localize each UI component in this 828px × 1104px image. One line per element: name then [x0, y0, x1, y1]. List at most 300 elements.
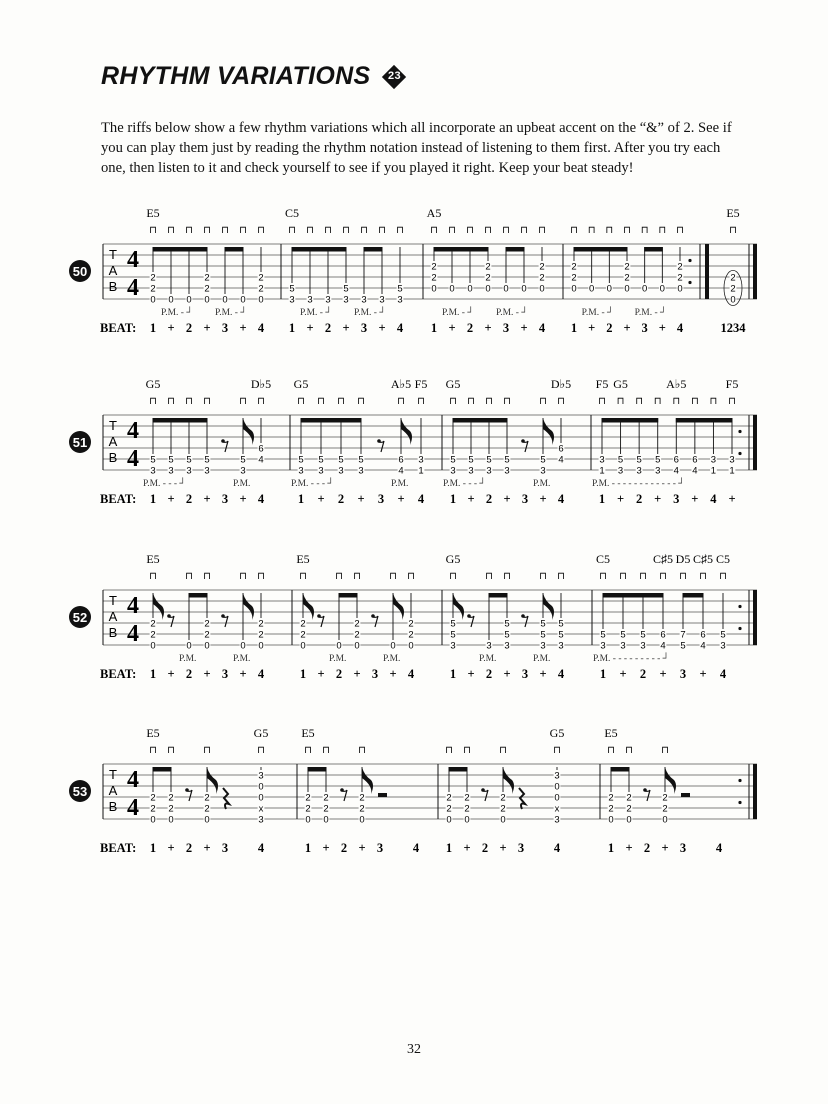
downstroke-icon: ⊓: [625, 745, 633, 756]
fret-number: 1: [599, 465, 605, 477]
downstroke-icon: ⊓: [185, 396, 193, 407]
beat-count: 2: [481, 841, 489, 855]
downstroke-icon: ⊓: [149, 571, 157, 582]
beat-count: +: [358, 841, 366, 855]
final-barline: [753, 244, 757, 299]
downstroke-icon: ⊓: [185, 225, 193, 236]
downstroke-icon: ⊓: [619, 571, 627, 582]
fret-number: 5: [204, 454, 210, 466]
fret-number: 6: [692, 454, 698, 466]
fret-number: 2: [571, 261, 577, 273]
chord-name: F5: [595, 377, 609, 391]
fret-number: 3: [486, 640, 492, 652]
beat-count: 3: [221, 841, 229, 855]
fret-number: 2: [359, 792, 365, 804]
beat-count: 1: [570, 321, 578, 335]
chord-name: C5: [284, 206, 300, 220]
chord-name: G5: [613, 377, 628, 391]
repeat-dot: [738, 801, 741, 804]
fret-number: 0: [305, 814, 311, 826]
palm-mute-marking: P.M.: [533, 479, 551, 489]
beam: [153, 767, 172, 772]
beat-count: 2: [606, 321, 613, 335]
time-signature-digit: 4: [127, 275, 139, 301]
beat-count: 4: [553, 841, 561, 855]
beat-count: 1: [449, 492, 457, 506]
downstroke-icon: ⊓: [353, 571, 361, 582]
fret-number: 5: [620, 629, 626, 641]
fret-number: 5: [168, 454, 174, 466]
fret-number: 5: [504, 629, 510, 641]
downstroke-icon: ⊓: [658, 225, 667, 236]
double-barline: [705, 244, 709, 299]
tab-clef-letter: B: [108, 625, 118, 640]
downstroke-icon: ⊓: [639, 571, 647, 582]
chord-name: G5: [293, 377, 309, 391]
beat-count: 1: [288, 321, 296, 335]
chord-name: G5: [253, 726, 269, 740]
beam: [364, 247, 383, 252]
fret-number: 2: [408, 629, 414, 641]
fret-number: 2: [539, 261, 545, 273]
chord-name: C♯5: [692, 552, 714, 566]
fret-number: 2: [730, 283, 736, 295]
beat-count: +: [239, 492, 247, 506]
fret-number: 0: [359, 814, 365, 826]
tab-clef-letter: T: [109, 593, 117, 608]
fret-number: 0: [204, 814, 210, 826]
downstroke-icon: ⊓: [324, 225, 332, 236]
tab-clef-letter: T: [109, 247, 117, 262]
beam: [153, 418, 208, 423]
downstroke-icon: ⊓: [407, 571, 415, 582]
fret-number: 2: [500, 792, 506, 804]
beat-count: +: [728, 492, 736, 506]
downstroke-icon: ⊓: [322, 745, 330, 756]
beat-count: 2: [335, 667, 343, 681]
repeat-dot: [688, 281, 691, 284]
beat-count: +: [661, 841, 669, 855]
repeat-dot: [738, 779, 741, 782]
downstroke-icon: ⊓: [342, 225, 350, 236]
fret-number: 5: [186, 454, 192, 466]
palm-mute-marking: P.M. - ┘: [442, 308, 475, 318]
fret-number: 0: [186, 294, 192, 306]
fret-number: 2: [408, 618, 414, 630]
fret-number: 2: [431, 261, 437, 273]
chord-name: F5: [725, 377, 739, 391]
beat-count: 4: [257, 667, 265, 681]
beat-count: 1: [607, 841, 615, 855]
beat-count: 4: [396, 321, 404, 335]
beat-count: 1: [149, 841, 157, 855]
beat-count: +: [617, 492, 625, 506]
fret-number: 0: [150, 814, 156, 826]
fret-number: 0: [608, 814, 614, 826]
downstroke-icon: ⊓: [466, 225, 474, 236]
repeat-dot: [738, 452, 741, 455]
beat-count: 2: [485, 667, 493, 681]
beat-count: +: [167, 667, 175, 681]
downstroke-icon: ⊓: [449, 571, 457, 582]
fret-number: 2: [624, 272, 630, 284]
beat-count: 3: [376, 841, 384, 855]
fret-number: 3: [620, 640, 626, 652]
fret-number: 5: [540, 629, 546, 641]
fret-number: 2: [485, 261, 491, 273]
tab-clef-letter: T: [109, 767, 117, 782]
beat-count: 2: [185, 841, 193, 855]
example-number: 53: [72, 784, 88, 799]
flag: [401, 418, 412, 445]
fret-number: 3: [600, 640, 606, 652]
fret-number: 2: [662, 792, 668, 804]
downstroke-icon: ⊓: [607, 745, 615, 756]
beam: [449, 767, 468, 772]
downstroke-icon: ⊓: [335, 571, 343, 582]
downstroke-icon: ⊓: [185, 571, 193, 582]
beat-count: +: [503, 492, 511, 506]
beat-count: 1: [297, 492, 305, 506]
tab-clef-letter: A: [108, 263, 118, 278]
fret-number: 2: [359, 803, 365, 815]
chord-name: G5: [445, 552, 461, 566]
fret-number: 2: [539, 272, 545, 284]
downstroke-icon: ⊓: [221, 225, 229, 236]
fret-number: 2: [464, 792, 470, 804]
time-signature-digit: 4: [127, 418, 139, 444]
beat-count: +: [203, 841, 211, 855]
beat-count: +: [539, 492, 547, 506]
fret-number: 2: [150, 629, 156, 641]
beat-count: +: [448, 321, 456, 335]
beat-count: +: [484, 321, 492, 335]
time-signature-digit: 4: [127, 446, 139, 472]
beat-count: +: [397, 492, 405, 506]
palm-mute-marking: P.M. - ┘: [581, 308, 614, 318]
palm-mute-marking: P.M. - - - - - - - - - - - - ┘: [592, 479, 685, 489]
fret-number: 3: [379, 294, 385, 306]
downstroke-icon: ⊓: [167, 225, 175, 236]
downstroke-icon: ⊓: [149, 745, 157, 756]
fret-number: 0: [554, 781, 560, 793]
fret-number: x: [554, 803, 560, 815]
fret-number: 6: [700, 629, 706, 641]
downstroke-icon: ⊓: [203, 225, 211, 236]
fret-number: 3: [558, 640, 564, 652]
downstroke-icon: ⊓: [257, 745, 265, 756]
chord-name: F5: [414, 377, 428, 391]
downstroke-icon: ⊓: [389, 571, 397, 582]
fret-number: 3: [289, 294, 295, 306]
beat-count: 2: [324, 321, 332, 335]
beat-count: +: [378, 321, 386, 335]
chord-name: E5: [146, 206, 160, 220]
downstroke-icon: ⊓: [417, 396, 425, 407]
beat-count: +: [588, 321, 596, 335]
fret-number: 3: [150, 465, 156, 477]
fret-number: 1: [729, 465, 735, 477]
palm-mute-marking: P.M.: [233, 654, 251, 664]
fret-number: 2: [305, 803, 311, 815]
fret-number: 3: [655, 465, 661, 477]
fret-number: 3: [554, 814, 560, 826]
fret-number: 3: [186, 465, 192, 477]
beat-count: +: [654, 492, 662, 506]
beam: [308, 767, 327, 772]
downstroke-icon: ⊓: [463, 745, 471, 756]
fret-number: 3: [343, 294, 349, 306]
chord-name: D5: [675, 552, 691, 566]
downstroke-icon: ⊓: [676, 225, 684, 236]
fret-number: 2: [626, 792, 632, 804]
fret-number: 3: [599, 454, 605, 466]
fret-number: 0: [449, 283, 455, 295]
fret-number: 0: [168, 294, 174, 306]
downstroke-icon: ⊓: [553, 745, 561, 756]
downstroke-icon: ⊓: [502, 225, 510, 236]
fret-number: 2: [323, 792, 329, 804]
fret-number: 2: [150, 272, 156, 284]
downstroke-icon: ⊓: [299, 571, 307, 582]
fret-number: 2: [258, 283, 264, 295]
fret-number: 2: [204, 792, 210, 804]
chord-name: E5: [146, 552, 160, 566]
fret-number: 2: [204, 618, 210, 630]
beat-count: 2: [185, 321, 193, 335]
downstroke-icon: ⊓: [448, 225, 456, 236]
beam: [644, 247, 663, 252]
beat-label: BEAT:: [100, 492, 137, 506]
downstroke-icon: ⊓: [635, 396, 644, 407]
palm-mute-marking: P.M. - - - ┘: [443, 479, 487, 489]
fret-number: 0: [626, 814, 632, 826]
palm-mute-marking: P.M. - - - ┘: [291, 479, 335, 489]
fret-number: 5: [397, 283, 403, 295]
fret-number: 3: [617, 465, 624, 477]
eighth-rest: [373, 616, 378, 627]
fret-number: 0: [204, 640, 210, 652]
fret-number: 0: [408, 640, 414, 652]
fret-number: 0: [300, 640, 306, 652]
downstroke-icon: ⊓: [679, 571, 687, 582]
fret-number: 5: [558, 629, 564, 641]
downstroke-icon: ⊓: [728, 396, 736, 407]
fret-number: 3: [540, 640, 546, 652]
fret-number: 0: [258, 792, 264, 804]
beat-count: 4: [257, 841, 265, 855]
beat-count: 2: [185, 492, 193, 506]
fret-number: 5: [636, 454, 642, 466]
downstroke-icon: ⊓: [599, 571, 607, 582]
downstroke-icon: ⊓: [616, 396, 625, 407]
fret-number: 2: [624, 261, 630, 273]
fret-number: 2: [204, 283, 210, 295]
beat-count: 4: [417, 492, 425, 506]
eighth-rest: [483, 790, 488, 801]
beam: [453, 418, 508, 423]
beam: [153, 247, 208, 252]
chord-name: A♭5: [390, 377, 412, 391]
downstroke-icon: ⊓: [337, 396, 345, 407]
beat-count: 3: [360, 321, 368, 335]
downstroke-icon: ⊓: [257, 396, 265, 407]
downstroke-icon: ⊓: [623, 225, 631, 236]
fret-number: 3: [318, 465, 324, 477]
downstroke-icon: ⊓: [358, 745, 366, 756]
chord-name: D♭5: [250, 377, 272, 391]
fret-number: 4: [398, 465, 404, 477]
fret-number: 3: [729, 454, 735, 466]
beat-count: +: [203, 667, 211, 681]
downstroke-icon: ⊓: [503, 396, 511, 407]
beat-count: +: [167, 492, 175, 506]
beat-count: 4: [412, 841, 420, 855]
beam: [301, 418, 362, 423]
fret-number: 0: [150, 294, 156, 306]
beat-count: +: [658, 321, 666, 335]
chord-name: C5: [595, 552, 611, 566]
downstroke-icon: ⊓: [485, 571, 493, 582]
fret-number: 2: [150, 792, 156, 804]
downstroke-icon: ⊓: [485, 396, 493, 407]
example-number: 51: [72, 435, 88, 450]
final-barline: [753, 590, 757, 645]
downstroke-icon: ⊓: [203, 396, 211, 407]
downstroke-icon: ⊓: [149, 225, 157, 236]
downstroke-icon: ⊓: [503, 571, 511, 582]
palm-mute-marking: P.M. - - - ┘: [143, 479, 187, 489]
chord-name: E5: [301, 726, 315, 740]
fret-number: 0: [662, 814, 668, 826]
fret-number: 3: [640, 640, 646, 652]
beam: [189, 593, 208, 598]
fret-number: 3: [450, 465, 456, 477]
beat-count: 3: [377, 492, 385, 506]
fret-number: 0: [539, 283, 545, 295]
tab-clef-letter: A: [108, 609, 118, 624]
downstroke-icon: ⊓: [203, 745, 211, 756]
eighth-rest: [469, 616, 474, 627]
time-signature-digit: 4: [127, 767, 139, 793]
beat-count: 3: [521, 492, 529, 506]
beat-count: +: [167, 841, 175, 855]
fret-number: 4: [558, 454, 564, 466]
fret-number: 2: [258, 272, 264, 284]
fret-number: 0: [730, 294, 736, 306]
fret-number: 5: [343, 283, 349, 295]
fret-number: 5: [655, 454, 661, 466]
downstroke-icon: ⊓: [445, 745, 453, 756]
palm-mute-marking: P.M.: [329, 654, 347, 664]
beat-count: 3: [679, 841, 687, 855]
fret-number: 2: [677, 261, 683, 273]
flag: [665, 767, 676, 794]
eighth-rest: [223, 441, 228, 452]
downstroke-icon: ⊓: [499, 745, 507, 756]
flag: [362, 767, 373, 794]
downstroke-icon: ⊓: [538, 225, 546, 236]
palm-mute-marking: P.M.: [391, 479, 409, 489]
palm-mute-marking: P.M. - ┘: [300, 308, 333, 318]
tab-clef-letter: B: [108, 450, 118, 465]
palm-mute-marking: P.M. - - - - - - - - - ┘: [593, 654, 670, 664]
fret-number: 0: [323, 814, 329, 826]
palm-mute-marking: P.M.: [533, 654, 551, 664]
beat-count: +: [467, 667, 475, 681]
fret-number: 5: [486, 454, 492, 466]
beat-count: +: [499, 841, 507, 855]
tab-clef-letter: A: [108, 783, 118, 798]
downstroke-icon: ⊓: [570, 225, 578, 236]
fret-number: 3: [504, 465, 510, 477]
downstroke-icon: ⊓: [539, 571, 547, 582]
fret-number: 0: [554, 792, 560, 804]
repeat-dot: [688, 259, 691, 262]
beat-count: 2: [466, 321, 474, 335]
fret-number: 2: [300, 629, 306, 641]
tab-clef-letter: A: [108, 434, 118, 449]
fret-number: 2: [431, 272, 437, 284]
fret-number: 2: [204, 803, 210, 815]
repeat-dot: [738, 605, 741, 608]
fret-number: 4: [673, 465, 679, 477]
beat-count: +: [239, 667, 247, 681]
fret-number: 3: [204, 465, 210, 477]
beat-count: 3: [502, 321, 510, 335]
palm-mute-marking: P.M.: [479, 654, 497, 664]
time-signature-digit: 4: [127, 795, 139, 821]
fret-number: 2: [204, 272, 210, 284]
flag: [207, 767, 218, 794]
fret-number: 3: [468, 465, 474, 477]
flag: [543, 418, 554, 445]
palm-mute-marking: P.M. - ┘: [634, 308, 667, 318]
fret-number: 2: [730, 272, 736, 284]
beat-count: 1: [149, 492, 157, 506]
fret-number: 2: [608, 803, 614, 815]
eighth-rest: [645, 790, 650, 801]
beam: [489, 593, 508, 598]
beat-count: +: [539, 667, 547, 681]
fret-number: 5: [600, 629, 606, 641]
beat-label: BEAT:: [100, 321, 137, 335]
downstroke-icon: ⊓: [257, 225, 265, 236]
beam: [225, 247, 244, 252]
fret-number: 0: [500, 814, 506, 826]
downstroke-icon: ⊓: [317, 396, 325, 407]
beat-count: 4: [557, 667, 565, 681]
flag: [503, 767, 514, 794]
beat-count: 4: [538, 321, 546, 335]
fret-number: 0: [186, 640, 192, 652]
time-signature-digit: 4: [127, 621, 139, 647]
repeat-dot: [738, 627, 741, 630]
downstroke-icon: ⊓: [605, 225, 614, 236]
fret-number: 4: [258, 454, 264, 466]
tab-clef-letter: B: [108, 799, 118, 814]
beat-count: 1: [149, 321, 157, 335]
beat-count: +: [463, 841, 471, 855]
fret-number: 0: [168, 814, 174, 826]
fret-number: 2: [446, 803, 452, 815]
fret-number: 2: [485, 272, 491, 284]
fret-number: 3: [450, 640, 456, 652]
final-barline: [753, 764, 757, 819]
beam: [292, 247, 347, 252]
downstroke-icon: ⊓: [288, 225, 296, 236]
downstroke-icon: ⊓: [397, 396, 405, 407]
